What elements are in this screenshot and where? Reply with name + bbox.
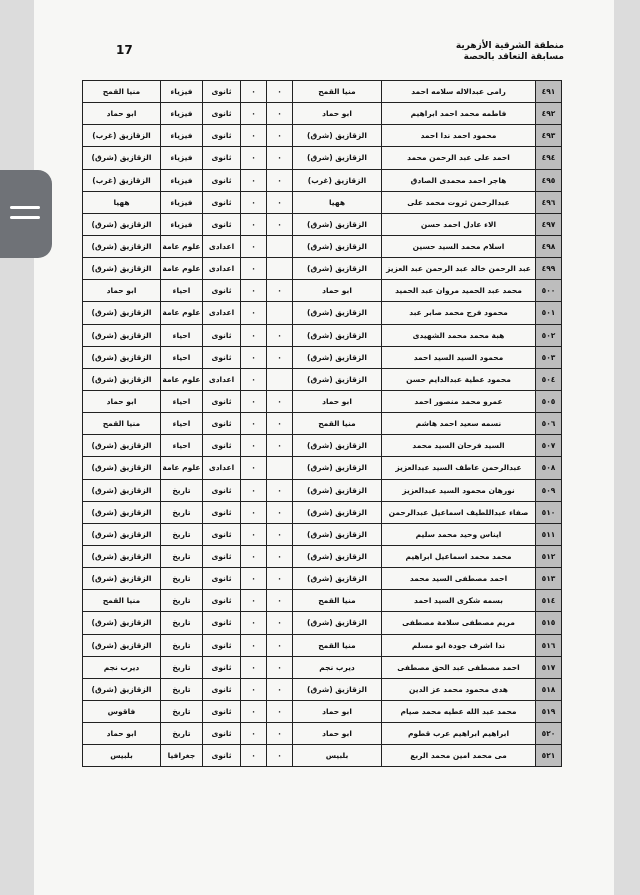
stage-cell: ثانوى [203, 169, 241, 191]
score-1-cell: ٠ [267, 612, 293, 634]
score-1-cell: ٠ [267, 103, 293, 125]
name-cell: اسلام محمد السيد حسين [382, 235, 536, 257]
score-2-cell: ٠ [241, 125, 267, 147]
table-row [83, 413, 562, 435]
center-cell: ديرب نجم [293, 656, 382, 678]
table-row [83, 324, 562, 346]
center-cell: الزقازيق (غرب) [293, 169, 382, 191]
score-1-cell [267, 235, 293, 257]
subject-cell: فيزياء [161, 147, 203, 169]
center-cell: ابو حماد [293, 723, 382, 745]
stage-cell: ثانوى [203, 280, 241, 302]
name-cell: احمد مصطفى عبد الحق مصطفى [382, 656, 536, 678]
area-cell: الزقازيق (غرب) [83, 169, 161, 191]
name-cell: محمود عطية عبدالدايم حسن [382, 368, 536, 390]
stage-cell: ثانوى [203, 413, 241, 435]
row-number-cell: ٤٩٧ [536, 213, 562, 235]
row-number-cell: ٥٠٤ [536, 368, 562, 390]
header-line-1: منطقة الشرقية الأزهرية [455, 41, 564, 51]
score-1-cell: ٠ [267, 634, 293, 656]
table-row [83, 213, 562, 235]
subject-cell: احياء [161, 346, 203, 368]
score-2-cell: ٠ [241, 103, 267, 125]
stage-cell: اعدادى [203, 235, 241, 257]
row-number-cell: ٤٩٩ [536, 258, 562, 280]
stage-cell: ثانوى [203, 125, 241, 147]
stage-cell: ثانوى [203, 324, 241, 346]
row-number-cell: ٥٢٠ [536, 723, 562, 745]
center-cell: الزقازيق (شرق) [293, 501, 382, 523]
score-1-cell: ٠ [267, 523, 293, 545]
name-cell: مريم مصطفى سلامة مصطفى [382, 612, 536, 634]
center-cell: الزقازيق (شرق) [293, 213, 382, 235]
table-row [83, 457, 562, 479]
table-row [83, 700, 562, 722]
score-2-cell: ٠ [241, 634, 267, 656]
table-row [83, 590, 562, 612]
row-number-cell: ٥٠٩ [536, 479, 562, 501]
score-2-cell: ٠ [241, 523, 267, 545]
score-2-cell: ٠ [241, 590, 267, 612]
page-number: 17 [116, 43, 133, 57]
score-2-cell: ٠ [241, 390, 267, 412]
area-cell: منيا القمح [83, 590, 161, 612]
row-number-cell: ٤٩٤ [536, 147, 562, 169]
name-cell: هاجر احمد محمدى الصادق [382, 169, 536, 191]
score-1-cell: ٠ [267, 479, 293, 501]
name-cell: نورهان محمود السيد عبدالعزيز [382, 479, 536, 501]
score-1-cell: ٠ [267, 390, 293, 412]
area-cell: الزقازيق (شرق) [83, 457, 161, 479]
table-row [83, 479, 562, 501]
row-number-cell: ٤٩١ [536, 81, 562, 103]
score-2-cell: ٠ [241, 324, 267, 346]
subject-cell: تاريخ [161, 723, 203, 745]
area-cell: الزقازيق (شرق) [83, 545, 161, 567]
area-cell: الزقازيق (شرق) [83, 302, 161, 324]
subject-cell: تاريخ [161, 612, 203, 634]
subject-cell: فيزياء [161, 125, 203, 147]
score-2-cell: ٠ [241, 413, 267, 435]
name-cell: محمود السيد السيد احمد [382, 346, 536, 368]
center-cell: الزقازيق (شرق) [293, 258, 382, 280]
name-cell: نسمه سعيد احمد هاشم [382, 413, 536, 435]
score-2-cell: ٠ [241, 213, 267, 235]
stage-cell: ثانوى [203, 501, 241, 523]
score-2-cell: ٠ [241, 191, 267, 213]
row-number-cell: ٥١٦ [536, 634, 562, 656]
row-number-cell: ٥١٩ [536, 700, 562, 722]
center-cell: الزقازيق (شرق) [293, 568, 382, 590]
score-2-cell: ٠ [241, 700, 267, 722]
stage-cell: ثانوى [203, 678, 241, 700]
stage-cell: اعدادى [203, 302, 241, 324]
name-cell: الاء عادل احمد حسن [382, 213, 536, 235]
row-number-cell: ٥١١ [536, 523, 562, 545]
candidates-table [82, 80, 562, 767]
area-cell: الزقازيق (شرق) [83, 479, 161, 501]
subject-cell: علوم عامة [161, 258, 203, 280]
area-cell: الزقازيق (شرق) [83, 435, 161, 457]
subject-cell: تاريخ [161, 479, 203, 501]
row-number-cell: ٤٩٦ [536, 191, 562, 213]
area-cell: الزقازيق (شرق) [83, 213, 161, 235]
subject-cell: جغرافيا [161, 745, 203, 767]
subject-cell: تاريخ [161, 678, 203, 700]
name-cell: هدى محمود محمد عز الدين [382, 678, 536, 700]
table-row [83, 501, 562, 523]
score-1-cell: ٠ [267, 280, 293, 302]
center-cell: ابو حماد [293, 103, 382, 125]
table-row [83, 302, 562, 324]
row-number-cell: ٥١٢ [536, 545, 562, 567]
score-2-cell: ٠ [241, 280, 267, 302]
stage-cell: ثانوى [203, 723, 241, 745]
row-number-cell: ٥٢١ [536, 745, 562, 767]
area-cell: الزقازيق (شرق) [83, 612, 161, 634]
name-cell: عبد الرحمن خالد عبد الرحمن عبد العزيز [382, 258, 536, 280]
score-1-cell: ٠ [267, 723, 293, 745]
stage-cell: اعدادى [203, 457, 241, 479]
score-1-cell: ٠ [267, 678, 293, 700]
center-cell: بلبيس [293, 745, 382, 767]
area-cell: منيا القمح [83, 81, 161, 103]
table-row [83, 191, 562, 213]
row-number-cell: ٥١٣ [536, 568, 562, 590]
score-1-cell: ٠ [267, 324, 293, 346]
name-cell: صفاء عبداللطيف اسماعيل عبدالرحمن [382, 501, 536, 523]
name-cell: ايناس وحيد محمد سليم [382, 523, 536, 545]
table-row [83, 280, 562, 302]
table-row [83, 147, 562, 169]
document-header [456, 41, 564, 63]
score-1-cell: ٠ [267, 568, 293, 590]
table-row [83, 103, 562, 125]
name-cell: مى محمد امين محمد الربع [382, 745, 536, 767]
table-row [83, 346, 562, 368]
center-cell: الزقازيق (شرق) [293, 457, 382, 479]
table-row [83, 523, 562, 545]
table-row [83, 678, 562, 700]
stage-cell: ثانوى [203, 700, 241, 722]
subject-cell: احياء [161, 413, 203, 435]
table-row [83, 125, 562, 147]
area-cell: ابو حماد [83, 103, 161, 125]
name-cell: هبة محمد محمد الشهيدى [382, 324, 536, 346]
subject-cell: فيزياء [161, 169, 203, 191]
center-cell: ابو حماد [293, 390, 382, 412]
subject-cell: فيزياء [161, 81, 203, 103]
score-2-cell: ٠ [241, 457, 267, 479]
center-cell: الزقازيق (شرق) [293, 147, 382, 169]
table-row [83, 634, 562, 656]
subject-cell: فيزياء [161, 213, 203, 235]
stage-cell: ثانوى [203, 213, 241, 235]
area-cell: الزقازيق (غرب) [83, 125, 161, 147]
stage-cell: اعدادى [203, 258, 241, 280]
score-1-cell [267, 457, 293, 479]
stage-cell: ثانوى [203, 390, 241, 412]
score-2-cell: ٠ [241, 612, 267, 634]
score-1-cell: ٠ [267, 590, 293, 612]
subject-cell: احياء [161, 435, 203, 457]
stage-cell: ثانوى [203, 81, 241, 103]
score-2-cell: ٠ [241, 147, 267, 169]
score-1-cell: ٠ [267, 545, 293, 567]
row-number-cell: ٥١٨ [536, 678, 562, 700]
score-1-cell [267, 258, 293, 280]
area-cell: الزقازيق (شرق) [83, 258, 161, 280]
stage-cell: ثانوى [203, 346, 241, 368]
table-row [83, 435, 562, 457]
name-cell: رامى عبدالاله سلامه احمد [382, 81, 536, 103]
center-cell: منيا القمح [293, 634, 382, 656]
area-cell: منيا القمح [83, 413, 161, 435]
area-cell: الزقازيق (شرق) [83, 147, 161, 169]
score-2-cell: ٠ [241, 745, 267, 767]
score-2-cell: ٠ [241, 368, 267, 390]
center-cell: ابو حماد [293, 280, 382, 302]
row-number-cell: ٥٠٨ [536, 457, 562, 479]
score-1-cell: ٠ [267, 501, 293, 523]
center-cell: منيا القمح [293, 590, 382, 612]
stage-cell: ثانوى [203, 545, 241, 567]
score-2-cell: ٠ [241, 258, 267, 280]
area-cell: الزقازيق (شرق) [83, 501, 161, 523]
subject-cell: علوم عامة [161, 368, 203, 390]
name-cell: احمد على عبد الرحمن محمد [382, 147, 536, 169]
stage-cell: ثانوى [203, 612, 241, 634]
score-2-cell: ٠ [241, 678, 267, 700]
row-number-cell: ٥٠٧ [536, 435, 562, 457]
row-number-cell: ٥١٧ [536, 656, 562, 678]
center-cell: الزقازيق (شرق) [293, 346, 382, 368]
table-row [83, 258, 562, 280]
center-cell: الزقازيق (شرق) [293, 612, 382, 634]
table-row [83, 656, 562, 678]
stage-cell: ثانوى [203, 523, 241, 545]
name-cell: عبدالرحمن عاطف السيد عبدالعزيز [382, 457, 536, 479]
area-cell: فاقوس [83, 700, 161, 722]
row-number-cell: ٥٠٣ [536, 346, 562, 368]
subject-cell: تاريخ [161, 523, 203, 545]
center-cell: الزقازيق (شرق) [293, 523, 382, 545]
stage-cell: ثانوى [203, 634, 241, 656]
area-cell: الزقازيق (شرق) [83, 346, 161, 368]
score-1-cell: ٠ [267, 656, 293, 678]
area-cell: الزقازيق (شرق) [83, 678, 161, 700]
stage-cell: ثانوى [203, 479, 241, 501]
table-row [83, 169, 562, 191]
center-cell: الزقازيق (شرق) [293, 435, 382, 457]
stage-cell: ثانوى [203, 568, 241, 590]
center-cell: منيا القمح [293, 413, 382, 435]
score-1-cell: ٠ [267, 213, 293, 235]
area-cell: ديرب نجم [83, 656, 161, 678]
subject-cell: تاريخ [161, 545, 203, 567]
area-cell: ابو حماد [83, 390, 161, 412]
table-row [83, 723, 562, 745]
table-row [83, 235, 562, 257]
area-cell: ههيا [83, 191, 161, 213]
table-row [83, 568, 562, 590]
table-body [83, 81, 562, 767]
center-cell: الزقازيق (شرق) [293, 479, 382, 501]
score-2-cell: ٠ [241, 235, 267, 257]
stage-cell: ثانوى [203, 191, 241, 213]
score-2-cell: ٠ [241, 501, 267, 523]
center-cell: ههيا [293, 191, 382, 213]
score-1-cell [267, 368, 293, 390]
row-number-cell: ٥١٤ [536, 590, 562, 612]
score-1-cell: ٠ [267, 745, 293, 767]
name-cell: ندا اشرف جودة ابو مسلم [382, 634, 536, 656]
row-number-cell: ٥٠٦ [536, 413, 562, 435]
subject-cell: فيزياء [161, 103, 203, 125]
table-row [83, 81, 562, 103]
table-row [83, 545, 562, 567]
name-cell: محمد محمد اسماعيل ابراهيم [382, 545, 536, 567]
name-cell: محمد عبد الحميد مروان عبد الحميد [382, 280, 536, 302]
menu-handle[interactable] [0, 170, 52, 258]
row-number-cell: ٥٠٥ [536, 390, 562, 412]
area-cell: الزقازيق (شرق) [83, 568, 161, 590]
score-1-cell: ٠ [267, 413, 293, 435]
area-cell: ابو حماد [83, 723, 161, 745]
row-number-cell: ٤٩٨ [536, 235, 562, 257]
subject-cell: علوم عامة [161, 457, 203, 479]
score-2-cell: ٠ [241, 479, 267, 501]
score-2-cell: ٠ [241, 302, 267, 324]
subject-cell: تاريخ [161, 700, 203, 722]
stage-cell: ثانوى [203, 745, 241, 767]
stage-cell: ثانوى [203, 656, 241, 678]
name-cell: محمد عبد الله عطيه محمد صيام [382, 700, 536, 722]
table-row [83, 612, 562, 634]
center-cell: منيا القمح [293, 81, 382, 103]
center-cell: الزقازيق (شرق) [293, 125, 382, 147]
center-cell: الزقازيق (شرق) [293, 545, 382, 567]
score-2-cell: ٠ [241, 81, 267, 103]
center-cell: الزقازيق (شرق) [293, 235, 382, 257]
score-1-cell: ٠ [267, 700, 293, 722]
row-number-cell: ٥١٠ [536, 501, 562, 523]
name-cell: محمود فرج محمد صابر عبد [382, 302, 536, 324]
score-2-cell: ٠ [241, 169, 267, 191]
subject-cell: تاريخ [161, 568, 203, 590]
subject-cell: احياء [161, 280, 203, 302]
score-1-cell: ٠ [267, 191, 293, 213]
score-2-cell: ٠ [241, 346, 267, 368]
stage-cell: ثانوى [203, 103, 241, 125]
stage-cell: ثانوى [203, 435, 241, 457]
name-cell: ابراهيم ابراهيم عرب قطوم [382, 723, 536, 745]
score-2-cell: ٠ [241, 656, 267, 678]
score-1-cell: ٠ [267, 125, 293, 147]
score-2-cell: ٠ [241, 435, 267, 457]
row-number-cell: ٥١٥ [536, 612, 562, 634]
table-row [83, 390, 562, 412]
stage-cell: اعدادى [203, 368, 241, 390]
area-cell: الزقازيق (شرق) [83, 634, 161, 656]
subject-cell: علوم عامة [161, 235, 203, 257]
name-cell: فاطمه محمد احمد ابراهيم [382, 103, 536, 125]
area-cell: الزقازيق (شرق) [83, 324, 161, 346]
subject-cell: احياء [161, 390, 203, 412]
name-cell: عمرو محمد منصور احمد [382, 390, 536, 412]
subject-cell: تاريخ [161, 656, 203, 678]
score-1-cell: ٠ [267, 435, 293, 457]
subject-cell: تاريخ [161, 501, 203, 523]
row-number-cell: ٥٠١ [536, 302, 562, 324]
score-1-cell: ٠ [267, 81, 293, 103]
center-cell: الزقازيق (شرق) [293, 302, 382, 324]
area-cell: ابو حماد [83, 280, 161, 302]
subject-cell: تاريخ [161, 590, 203, 612]
score-2-cell: ٠ [241, 545, 267, 567]
table-row [83, 368, 562, 390]
header-line-2: مسابقة التعاقد بالحصة [463, 52, 564, 62]
center-cell: الزقازيق (شرق) [293, 324, 382, 346]
stage-cell: ثانوى [203, 147, 241, 169]
score-2-cell: ٠ [241, 723, 267, 745]
row-number-cell: ٤٩٣ [536, 125, 562, 147]
name-cell: محمود احمد ندا احمد [382, 125, 536, 147]
row-number-cell: ٤٩٥ [536, 169, 562, 191]
name-cell: السيد فرحان السيد محمد [382, 435, 536, 457]
area-cell: الزقازيق (شرق) [83, 368, 161, 390]
row-number-cell: ٥٠٠ [536, 280, 562, 302]
score-1-cell: ٠ [267, 147, 293, 169]
subject-cell: احياء [161, 324, 203, 346]
score-1-cell: ٠ [267, 169, 293, 191]
subject-cell: علوم عامة [161, 302, 203, 324]
name-cell: بسمه شكرى السيد احمد [382, 590, 536, 612]
row-number-cell: ٤٩٢ [536, 103, 562, 125]
area-cell: بلبيس [83, 745, 161, 767]
center-cell: الزقازيق (شرق) [293, 368, 382, 390]
area-cell: الزقازيق (شرق) [83, 235, 161, 257]
subject-cell: تاريخ [161, 634, 203, 656]
name-cell: عبدالرحمن ثروت محمد على [382, 191, 536, 213]
table-row [83, 745, 562, 767]
score-1-cell [267, 302, 293, 324]
area-cell: الزقازيق (شرق) [83, 523, 161, 545]
score-1-cell: ٠ [267, 346, 293, 368]
subject-cell: فيزياء [161, 191, 203, 213]
stage-cell: ثانوى [203, 590, 241, 612]
score-2-cell: ٠ [241, 568, 267, 590]
center-cell: ابو حماد [293, 700, 382, 722]
name-cell: احمد مصطفى السيد محمد [382, 568, 536, 590]
center-cell: الزقازيق (شرق) [293, 678, 382, 700]
row-number-cell: ٥٠٢ [536, 324, 562, 346]
